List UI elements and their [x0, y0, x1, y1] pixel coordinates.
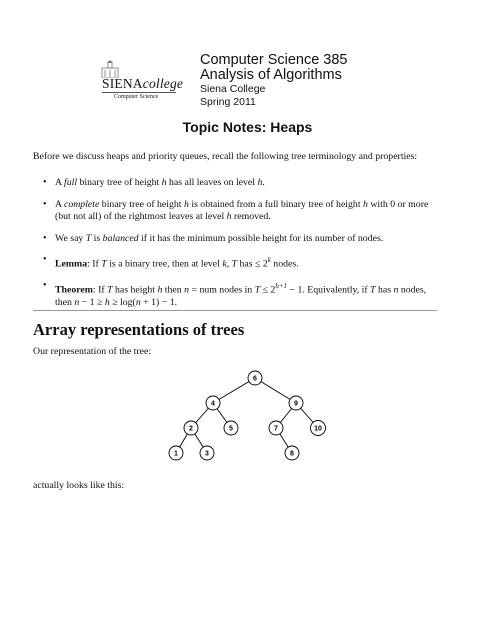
- svg-text:7: 7: [274, 425, 278, 433]
- tree-node: [169, 446, 183, 460]
- intro-paragraph: Before we discuss heaps and priority queues, recall the following tree terminology and properties:: [33, 151, 418, 162]
- list-item-full: • A full binary tree of height h has all leaves on level h.: [55, 177, 445, 190]
- section-heading: Array representations of trees: [33, 320, 245, 339]
- tree-node: [224, 421, 238, 435]
- after-text: actually looks like this:: [33, 480, 125, 491]
- representation-text: Our representation of the tree:: [33, 346, 152, 357]
- school-name: Siena College: [200, 83, 266, 95]
- tree-node: [311, 421, 326, 436]
- properties-list: [55, 177, 445, 318]
- svg-text:10: 10: [314, 425, 322, 433]
- term: Spring 2011: [200, 96, 256, 108]
- tree-node: [200, 446, 214, 460]
- horizontal-rule: [33, 310, 437, 311]
- list-item-lemma: • Lemma: If T is a binary tree, then at level k, T has ≤ $2^k$ nodes.: [55, 254, 445, 271]
- svg-text:6: 6: [253, 375, 257, 383]
- svg-text:2: 2: [189, 425, 193, 433]
- svg-text:4: 4: [211, 400, 215, 408]
- list-item-balanced: • We say T is balanced if it has the minimum possible height for its number of nodes.: [55, 233, 445, 246]
- course-subject: Analysis of Algorithms: [200, 67, 342, 83]
- logo-subtitle: Computer Science: [114, 94, 159, 100]
- tree-node: [184, 421, 198, 435]
- siena-college-logo: [96, 56, 186, 104]
- logo-wordmark: SIENAcollege: [102, 76, 184, 91]
- svg-text:5: 5: [229, 425, 233, 433]
- tree-node: [269, 421, 283, 435]
- tree-node: [206, 396, 220, 410]
- tree-node: [289, 396, 303, 410]
- course-title: Computer Science 385: [200, 52, 348, 68]
- page-title: Topic Notes: Heaps: [182, 119, 313, 135]
- tree-node: [248, 371, 262, 385]
- svg-text:8: 8: [290, 450, 294, 458]
- binary-tree-diagram: [160, 366, 340, 466]
- svg-text:9: 9: [294, 400, 298, 408]
- svg-text:1: 1: [174, 450, 178, 458]
- tree-node: [285, 446, 299, 460]
- list-item-theorem: • Theorem: If T has height h then n = num nodes in $T \le 2^{h+1} - 1$. Equivalently, if T has n nodes, then n − 1 ≥ h ≥ log(n + 1) − 1.: [55, 280, 445, 309]
- svg-text:3: 3: [205, 450, 209, 458]
- list-item-complete: • A complete binary tree of height h is obtained from a full binary tree of height h with 0 or more (but not all) of the rightmost leaves at level h removed.: [55, 199, 445, 224]
